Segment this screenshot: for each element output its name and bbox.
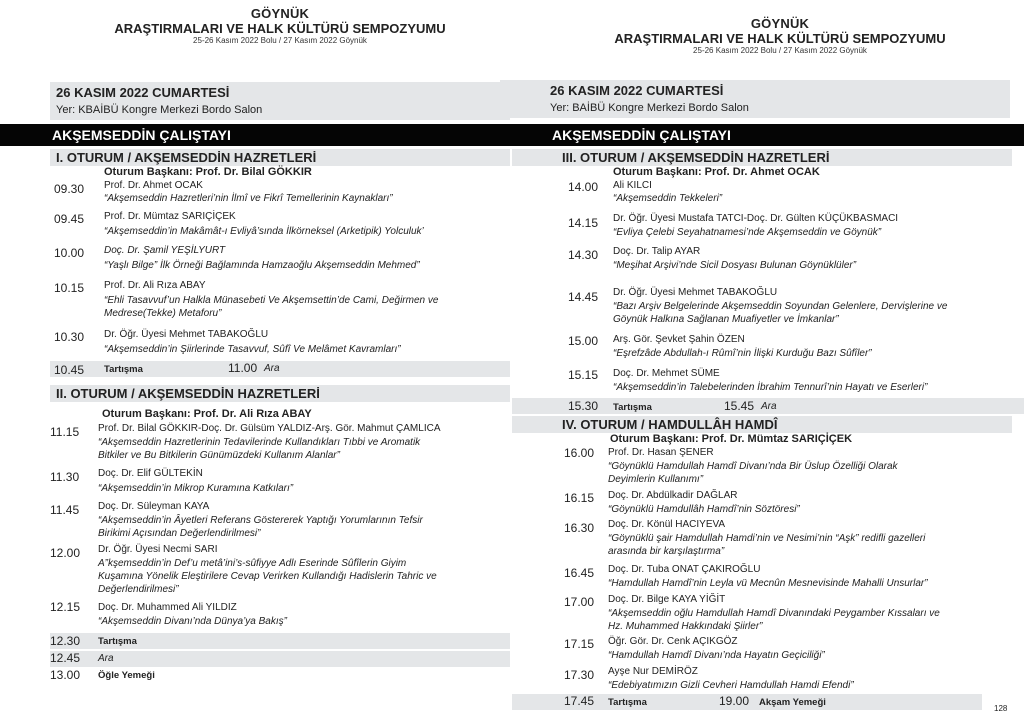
discussion-label: Tartışma (608, 697, 647, 708)
item-title: A”kşemseddin’in Def’u metâ’ini’s-sûfiyye Adlı Eserinde Sûfîlerin Giyim (98, 558, 407, 569)
break-label: Ara (98, 653, 114, 664)
item-speaker: Ali KILCI (613, 180, 652, 191)
item-time: 15.15 (568, 368, 599, 382)
item-title-cont: Göynük Halkına Sağlanan Muafiyetler ve İmkanlar” (613, 314, 839, 325)
date-box (500, 80, 1010, 118)
lunch-time: 13.00 (50, 668, 81, 682)
discussion-label: Tartışma (104, 364, 143, 375)
page-number: 128 (994, 704, 1008, 713)
item-time: 09.30 (54, 182, 85, 196)
date: 26 KASIM 2022 CUMARTESİ (56, 85, 230, 100)
item-time: 16.00 (564, 446, 595, 460)
item-title: “Eşrefzâde Abdullah-ı Rûmî’nin İlişki Kurduğu Bazı Sûfîler” (613, 348, 872, 359)
item-time: 11.15 (50, 425, 80, 439)
item-title-cont: Deyimlerin Kullanımı” (608, 474, 704, 485)
item-speaker: Doç. Dr. Talip AYAR (613, 246, 701, 257)
item-title: “Akşemseddin Hazretleri’nin İlmî ve Fikrî Temellerinin Kaynakları” (104, 193, 393, 204)
item-title-cont: Bitkiler ve Bu Bitkilerin Günümüzdeki Kullanım Alanlar” (98, 450, 340, 461)
item-title: “Ehli Tasavvuf’un Halkla Münasebeti Ve Akşemsettin’de Cami, Değirmen ve (104, 295, 439, 306)
item-time: 12.00 (50, 546, 81, 560)
item-time: 17.00 (564, 595, 595, 609)
item-title: “Akşemseddin Hazretlerinin Tedavilerinde Kullandıkları Tıbbi ve Aromatik (98, 437, 421, 448)
item-speaker: Doç. Dr. Mehmet SÜME (613, 368, 720, 379)
item-time: 11.30 (50, 470, 80, 484)
session-chair: Oturum Başkanı: Prof. Dr. Ahmet OCAK (613, 166, 820, 178)
item-speaker: Prof. Dr. Hasan ŞENER (608, 447, 714, 458)
discussion-time: 12.30 (50, 634, 81, 648)
header-line1: GÖYNÜK (750, 16, 810, 31)
item-title-cont: Kuşamına Yönelik Eleştirilere Cevap Verirken Kullandığı Hadislerin Tahric ve (98, 571, 437, 582)
left-header (50, 6, 510, 45)
left-page (14, 0, 514, 727)
item-title: “Göynüklü Hamdullah Hamdî Divanı’nda Bir Üslup Özelliği Olarak (608, 461, 898, 472)
item-time: 15.00 (568, 334, 599, 348)
item-title: “Akşemseddin Divanı’nda Dünya’ya Bakış” (98, 616, 287, 627)
item-time: 11.45 (50, 503, 80, 517)
session-title: II. OTURUM / AKŞEMSEDDİN HAZRETLERİ (50, 385, 510, 402)
break-time: 15.45 (724, 399, 755, 413)
place: Yer: KBAİBÜ Kongre Merkezi Bordo Salon (56, 104, 263, 116)
right-page (514, 0, 1014, 727)
item-time: 10.00 (54, 246, 85, 260)
item-title: “Bazı Arşiv Belgelerinde Akşemseddin Soyundan Gelenlere, Dervişlerine ve (613, 301, 948, 312)
break-time: 12.45 (50, 651, 81, 665)
item-speaker: Doç. Dr. Könül HACIYEVA (608, 519, 726, 530)
item-title: “Akşemseddin’in Âyetleri Referans Göstererek Yaptığı Yorumlarının Tefsir (98, 515, 423, 526)
session-title: I. OTURUM / AKŞEMSEDDİN HAZRETLERİ (50, 149, 510, 166)
header-line3: 25-26 Kasım 2022 Bolu / 27 Kasım 2022 Göynük (693, 46, 867, 55)
item-title-cont: Birikimi Açısından Değerlendirilmesi” (98, 528, 261, 539)
item-speaker: Doç. Dr. Elif GÜLTEKİN (98, 468, 203, 479)
header-line2: ARAŞTIRMALARI VE HALK KÜLTÜRÜ SEMPOZYUMU (114, 21, 446, 36)
date-box (50, 82, 510, 120)
discussion-time: 10.45 (54, 363, 85, 377)
item-speaker: Doç. Dr. Şamil YEŞİLYURT (104, 245, 226, 256)
item-time: 09.45 (54, 212, 85, 226)
item-title: “Meşihat Arşivi’nde Sicil Dosyası Bulunan Göynüklüler” (613, 260, 857, 271)
break-label: Ara (761, 401, 777, 412)
item-speaker: Prof. Dr. Mümtaz SARIÇİÇEK (104, 211, 236, 222)
item-speaker: Arş. Gör. Şevket Şahin ÖZEN (613, 334, 745, 345)
item-speaker: Doç. Dr. Muhammed Ali YILDIZ (98, 602, 237, 613)
item-time: 16.15 (564, 491, 595, 505)
item-speaker: Öğr. Gör. Dr. Cenk AÇIKGÖZ (608, 636, 738, 647)
item-speaker: Dr. Öğr. Üyesi Necmi SARI (98, 544, 218, 555)
item-speaker: Prof. Dr. Ali Rıza ABAY (104, 280, 206, 291)
item-title: “Akşemseddin Tekkeleri” (613, 193, 723, 204)
discussion-time: 17.45 (564, 694, 595, 708)
item-time: 16.45 (564, 566, 595, 580)
session-chair: Oturum Başkanı: Prof. Dr. Ali Rıza ABAY (102, 408, 312, 420)
header-line2: ARAŞTIRMALARI VE HALK KÜLTÜRÜ SEMPOZYUMU (614, 31, 946, 46)
session-chair: Oturum Başkanı: Prof. Dr. Bilal GÖKKIR (104, 166, 312, 178)
session-title: IV. OTURUM / HAMDULLÂH HAMDÎ (512, 416, 1012, 433)
dinner-label: Akşam Yemeği (759, 697, 826, 708)
item-title-cont: Hz. Muhammed Hakkındaki Şiirler” (608, 621, 763, 632)
date: 26 KASIM 2022 CUMARTESİ (550, 83, 724, 98)
item-title: “Göynüklü Hamdullâh Hamdî’nin Söztöresi” (608, 504, 800, 515)
item-title: “Hamdullah Hamdî’nin Leyla vü Mecnûn Mesnevisinde Mahalli Unsurlar” (608, 578, 928, 589)
item-title-cont: arasında bir karşılaştırma” (608, 546, 725, 557)
item-time: 10.30 (54, 330, 85, 344)
discussion-label: Tartışma (98, 636, 137, 647)
item-time: 10.15 (54, 281, 85, 295)
header-line1: GÖYNÜK (250, 6, 310, 21)
item-title: “Akşemseddin’in Şiirlerinde Tasavvuf, Sûfî Ve Melâmet Kavramları” (104, 344, 401, 355)
item-speaker: Dr. Öğr. Üyesi Mustafa TATCI-Doç. Dr. Gülten KÜÇÜKBASMACI (613, 213, 899, 224)
item-title-cont: Medrese(Tekke) Metaforu” (104, 308, 222, 319)
item-title-cont: Değerlendirilmesi” (98, 584, 179, 595)
item-title: “Göynüklü şair Hamdullah Hamdi’nin ve Nesimi’nin “Aşk” redifli gazelleri (608, 533, 926, 544)
item-time: 16.30 (564, 521, 595, 535)
item-title: “Akşemseddin’in Talebelerinden İbrahim Tennurî’nin Hayatı ve Eserleri” (613, 382, 928, 393)
right-header (550, 16, 1010, 55)
dinner-time: 19.00 (719, 694, 750, 708)
discussion-time: 15.30 (568, 399, 599, 413)
item-speaker: Doç. Dr. Bilge KAYA YİĞİT (608, 594, 726, 605)
item-title: “Akşemseddin oğlu Hamdullah Hamdî Divanındaki Peygamber Kıssaları ve (608, 608, 940, 619)
lunch-label: Öğle Yemeği (98, 670, 155, 681)
item-title: “Edebiyatımızın Gizli Cevheri Hamdullah Hamdi Efendi” (608, 680, 854, 691)
item-title: “Akşemseddin’in Makâmât-ı Evliyâ’sında İlkörneksel (Arketipik) Yolculuk’ (104, 226, 424, 237)
item-speaker: Doç. Dr. Süleyman KAYA (98, 501, 210, 512)
item-speaker: Doç. Dr. Abdülkadir DAĞLAR (608, 490, 738, 501)
item-time: 17.30 (564, 668, 595, 682)
item-time: 12.15 (50, 600, 81, 614)
item-speaker: Doç. Dr. Tuba ONAT ÇAKIROĞLU (608, 564, 761, 575)
item-title: “Hamdullah Hamdî Divanı’nda Hayatın Geçiciliği” (608, 650, 825, 661)
item-time: 14.45 (568, 290, 599, 304)
item-time: 14.30 (568, 248, 599, 262)
item-title: “Yaşlı Bilge” İlk Örneği Bağlamında Hamzaoğlu Akşemseddin Mehmed” (104, 260, 420, 271)
session-chair: Oturum Başkanı: Prof. Dr. Mümtaz SARIÇİÇEK (610, 433, 853, 445)
item-time: 17.15 (564, 637, 595, 651)
item-speaker: Prof. Dr. Bilal GÖKKIR-Doç. Dr. Gülsüm YALDIZ-Arş. Gör. Mahmut ÇAMLICA (98, 423, 441, 434)
item-speaker: Ayşe Nur DEMİRÖZ (608, 666, 698, 677)
place: Yer: BAİBÜ Kongre Merkezi Bordo Salon (550, 102, 749, 114)
header-line3: 25-26 Kasım 2022 Bolu / 27 Kasım 2022 Göynük (193, 36, 367, 45)
banner: AKŞEMSEDDİN ÇALIŞTAYI (0, 124, 520, 146)
item-speaker: Dr. Öğr. Üyesi Mehmet TABAKOĞLU (613, 287, 778, 298)
break-row (50, 651, 510, 667)
item-speaker: Prof. Dr. Ahmet OCAK (104, 180, 203, 191)
break-label: Ara (264, 363, 280, 374)
discussion-label: Tartışma (613, 402, 652, 413)
item-title: “Evliya Çelebi Seyahatnamesi’nde Akşemseddin ve Göynük” (613, 227, 882, 238)
session-title: III. OTURUM / AKŞEMSEDDİN HAZRETLERİ (512, 149, 1012, 166)
banner: AKŞEMSEDDİN ÇALIŞTAYI (500, 124, 1024, 146)
item-time: 14.00 (568, 180, 599, 194)
item-time: 14.15 (568, 216, 599, 230)
item-speaker: Dr. Öğr. Üyesi Mehmet TABAKOĞLU (104, 329, 269, 340)
item-title: “Akşemseddin’in Mikrop Kuramına Katkıları” (98, 483, 294, 494)
break-time: 11.00 (228, 361, 258, 375)
